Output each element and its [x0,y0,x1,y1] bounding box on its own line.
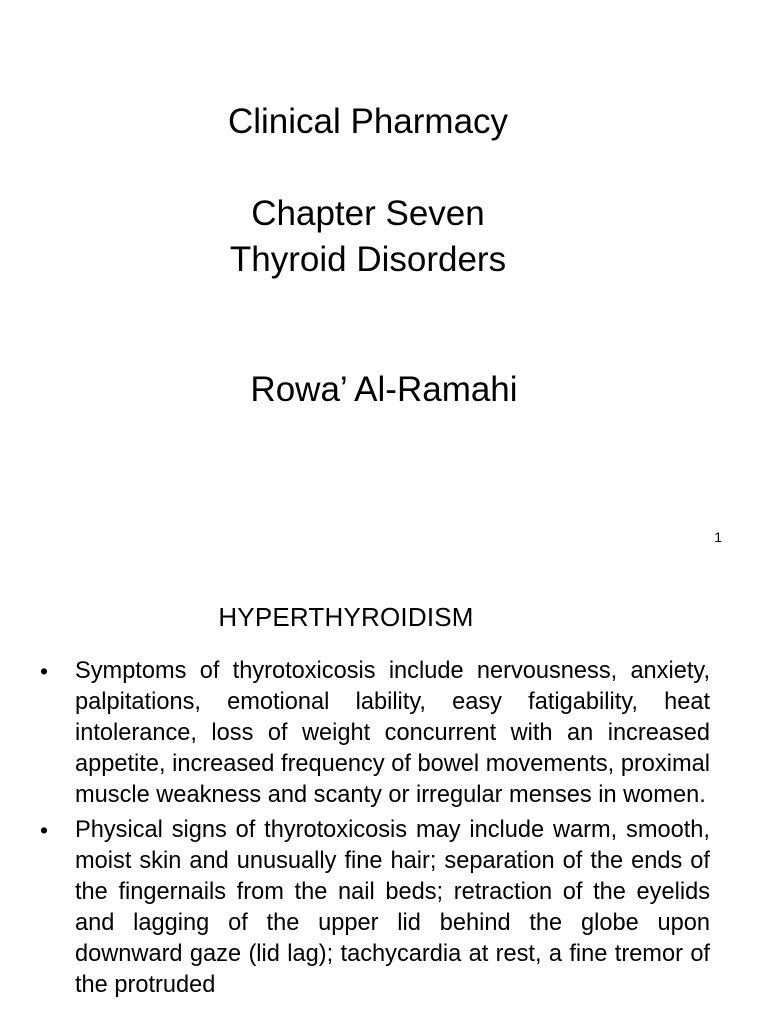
author-name: Rowa’ Al-Ramahi [250,370,518,409]
list-item [40,815,710,1001]
bullet-icon: • [40,658,49,684]
section-heading: HYPERTHYROIDISM [218,602,474,632]
list-item [40,656,710,811]
bullet-text: Symptoms of thyrotoxicosis include nervousness, anxiety, palpitations, emotional lability, easy fatigability, heat intolerance, loss of weight concurrent with an increased appetite, increased frequency of bowel movements, proximal muscle weakness and scanty or irregular menses in women. [75,658,710,808]
chapter-title: Chapter Seven [251,194,485,233]
content-slide [0,560,768,1024]
bullet-icon: • [40,817,49,843]
bullet-list [40,656,710,1005]
page-number: 1 [714,529,722,545]
bullet-text: Physical signs of thyrotoxicosis may include warm, smooth, moist skin and unusually fine hair; separation of the ends of the fingernails from the nail beds; retraction of the eyelids and lagging of the upper lid behind the globe upon downward gaze (lid lag); tachycardia at rest, a fine tremor of the protruded [75,817,710,998]
topic-title: Thyroid Disorders [229,240,507,279]
course-title: Clinical Pharmacy [227,102,509,141]
